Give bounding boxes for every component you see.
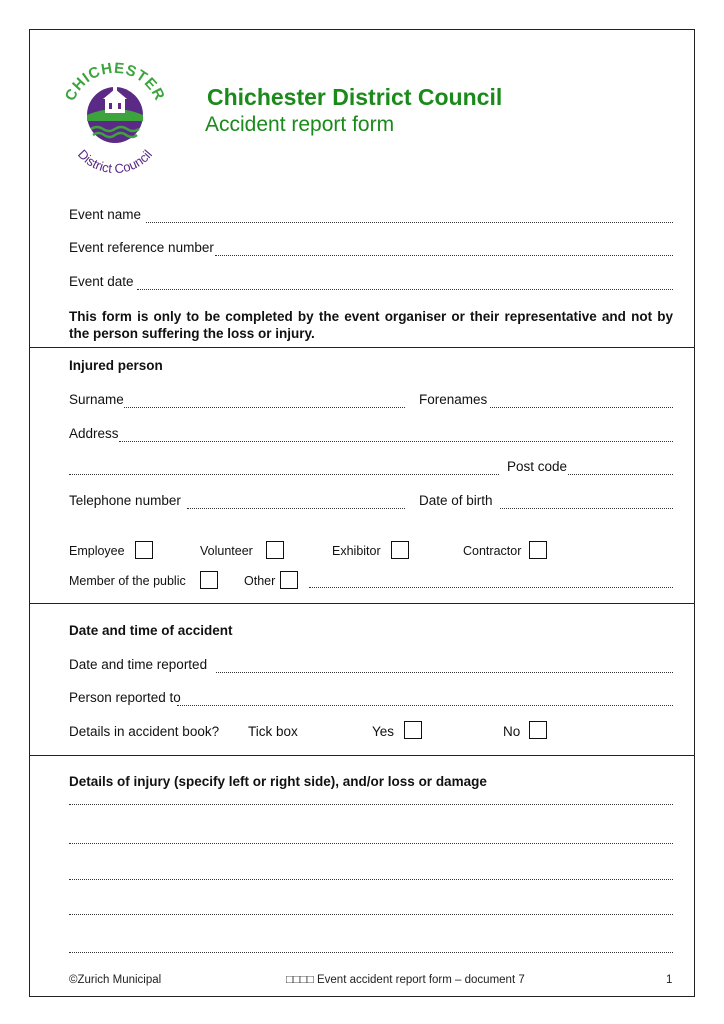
- injury-details-heading: Details of injury (specify left or right side), and/or loss or damage: [69, 774, 487, 789]
- injured-person-heading: Injured person: [69, 358, 163, 373]
- reported-to-label: Person reported to: [69, 690, 181, 705]
- forenames-label: Forenames: [419, 392, 488, 407]
- role-other-checkbox[interactable]: [280, 571, 298, 589]
- accident-book-no-checkbox[interactable]: [529, 721, 547, 739]
- svg-text:District Council: [75, 146, 155, 175]
- event-date-field[interactable]: [137, 289, 673, 290]
- footer-copyright: ©Zurich Municipal: [69, 974, 162, 986]
- date-reported-label: Date and time reported: [69, 657, 208, 672]
- organiser-note: This form is only to be completed by the event organiser or their representative and not by the person suffering the loss or injury.: [69, 309, 673, 341]
- event-name-field[interactable]: [146, 222, 673, 223]
- injury-details-line[interactable]: [69, 804, 673, 805]
- section-divider: [29, 755, 695, 756]
- accident-book-no-label: No: [503, 724, 521, 739]
- role-contractor-label: Contractor: [463, 544, 522, 558]
- role-public-checkbox[interactable]: [200, 571, 218, 589]
- role-exhibitor-label: Exhibitor: [332, 544, 381, 558]
- footer-page-number: 1: [666, 974, 673, 986]
- surname-field[interactable]: [124, 407, 405, 408]
- role-contractor-checkbox[interactable]: [529, 541, 547, 559]
- role-other-label: Other: [244, 574, 276, 588]
- telephone-label: Telephone number: [69, 493, 181, 508]
- event-date-label: Event date: [69, 274, 134, 289]
- injury-details-line[interactable]: [69, 879, 673, 880]
- council-logo: [55, 55, 175, 175]
- address-label: Address: [69, 426, 119, 441]
- role-exhibitor-checkbox[interactable]: [391, 541, 409, 559]
- council-title: Chichester District Council: [207, 84, 503, 110]
- postcode-field[interactable]: [568, 474, 673, 475]
- injury-details-line[interactable]: [69, 843, 673, 844]
- postcode-label: Post code: [507, 459, 568, 474]
- logo-arc-bottom: District Council: [74, 146, 156, 175]
- role-employee-label: Employee: [69, 544, 125, 558]
- injury-details-line[interactable]: [69, 914, 673, 915]
- reported-to-field[interactable]: [177, 705, 673, 706]
- dob-field[interactable]: [500, 508, 673, 509]
- event-name-label: Event name: [69, 207, 142, 222]
- telephone-field[interactable]: [187, 508, 405, 509]
- address-field-line-2[interactable]: [69, 474, 499, 475]
- accident-heading: Date and time of accident: [69, 623, 233, 638]
- accident-book-yes-checkbox[interactable]: [404, 721, 422, 739]
- logo-arc-top: CHICHESTER: [61, 59, 169, 104]
- event-reference-label: Event reference number: [69, 240, 214, 255]
- date-reported-field[interactable]: [216, 672, 673, 673]
- injury-details-line[interactable]: [69, 952, 673, 953]
- tick-box-label: Tick box: [248, 724, 298, 739]
- accident-book-label: Details in accident book?: [69, 724, 220, 739]
- form-subtitle: Accident report form: [205, 113, 395, 136]
- section-divider: [29, 347, 695, 348]
- role-volunteer-checkbox[interactable]: [266, 541, 284, 559]
- footer-document-title: □□□□ Event accident report form – document 7: [286, 974, 525, 986]
- role-public-label: Member of the public: [69, 574, 186, 588]
- role-volunteer-label: Volunteer: [200, 544, 253, 558]
- dob-label: Date of birth: [419, 493, 493, 508]
- address-field-line-1[interactable]: [119, 441, 673, 442]
- role-employee-checkbox[interactable]: [135, 541, 153, 559]
- section-divider: [29, 603, 695, 604]
- accident-book-yes-label: Yes: [372, 724, 395, 739]
- event-reference-field[interactable]: [215, 255, 673, 256]
- role-other-field[interactable]: [309, 587, 673, 588]
- surname-label: Surname: [69, 392, 124, 407]
- forenames-field[interactable]: [490, 407, 673, 408]
